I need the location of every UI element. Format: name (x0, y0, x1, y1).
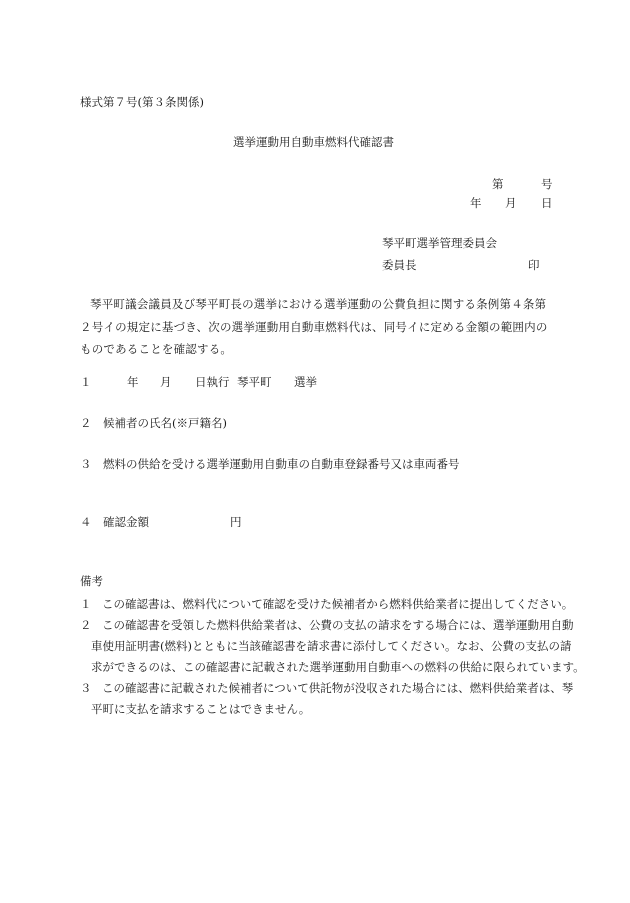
remark-3-number: ３ (80, 681, 92, 695)
remarks-heading: 備考 (80, 574, 103, 588)
remark-2-line-2: 車使用証明書(燃料)とともに当該確認書を請求書に添付してください。なお、公費の支払の請 (91, 639, 572, 653)
form-number: 様式第７号(第３条関係) (80, 95, 204, 109)
document-title: 選挙運動用自動車燃料代確認書 (233, 135, 394, 149)
item1-election: 選挙 (294, 375, 317, 389)
item4-number: ４ (80, 515, 92, 529)
item1-town: 琴平町 (237, 375, 272, 389)
item1-day-exec: 日執行 (195, 375, 230, 389)
seal-mark: 印 (528, 258, 540, 272)
item2-label: 候補者の氏名(※戸籍名) (103, 416, 227, 430)
remark-3-line-2: 平町に支払を請求することはできません。 (91, 702, 311, 716)
remark-2-line-1: この確認書を受領した燃料供給業者は、公費の支払の請求をする場合には、選挙運動用自動 (102, 618, 574, 632)
body-paragraph: 琴平町議会議員及び琴平町長の選挙における選挙運動の公費負担に関する条例第４条第２号イの規定に基づき、次の選挙運動用自動車燃料代は、同号イに定める金額の範囲内のものであることを確認する。 (80, 297, 548, 356)
remark-1-line-1: この確認書は、燃料代について確認を受けた候補者から燃料供給業者に提出してください。 (102, 597, 574, 611)
item4-label: 確認金額 (103, 515, 149, 529)
issuer-chair: 委員長 (382, 258, 417, 272)
date-year: 年 (470, 196, 482, 210)
issuer-committee: 琴平町選挙管理委員会 (382, 236, 497, 250)
item1-month: 月 (160, 375, 172, 389)
date-day: 日 (541, 196, 553, 210)
item3-number: ３ (80, 457, 92, 471)
item1-number: １ (80, 375, 92, 389)
item4-unit: 円 (230, 515, 242, 529)
remark-2-number: ２ (80, 618, 92, 632)
remark-1-number: １ (80, 597, 92, 611)
remark-2-line-3: 求ができるのは、この確認書に記載された選挙運動用自動車への燃料の供給に限られています。 (91, 660, 585, 674)
item1-year: 年 (127, 375, 139, 389)
date-month: 月 (505, 196, 517, 210)
number-dai: 第 (492, 177, 504, 191)
number-go: 号 (541, 177, 553, 191)
remark-3-line-1: この確認書に記載された候補者について供託物が没収された場合には、燃料供給業者は、琴 (102, 681, 574, 695)
item2-number: ２ (80, 416, 92, 430)
item3-label: 燃料の供給を受ける選挙運動用自動車の自動車登録番号又は車両番号 (103, 457, 460, 471)
